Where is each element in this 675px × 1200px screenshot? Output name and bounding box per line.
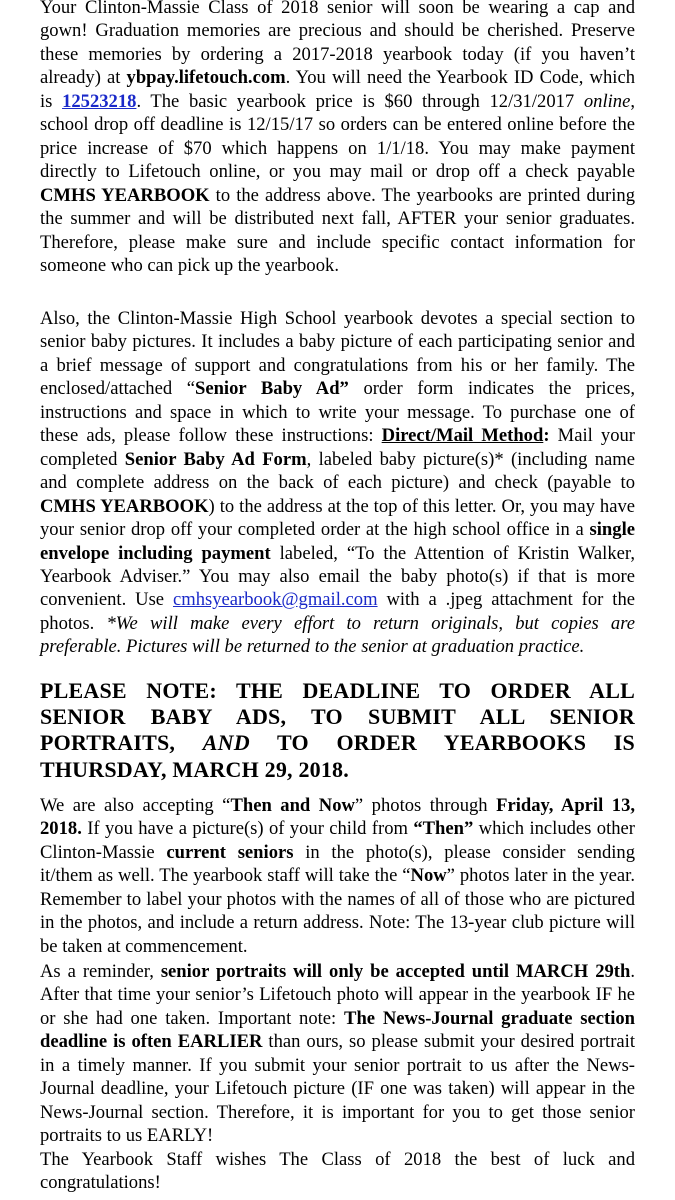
payable-text: CMHS YEARBOOK: [40, 495, 209, 517]
body-text: We are also accepting “: [40, 795, 231, 816]
method-text: Direct/Mail Method: [381, 425, 544, 447]
body-text: in the photo(s), please consider sending it/them as well. The yearbook staff will take the “: [40, 841, 636, 887]
deadline-notice: [40, 678, 635, 783]
deadline-text: PLEASE NOTE: THE DEADLINE TO ORDER ALL SENIOR BABY ADS, TO SUBMIT ALL SENIOR PORTRAITS,: [40, 678, 635, 756]
body-text: . You will need the Yearbook ID Code, which is: [40, 67, 636, 112]
envelope-text: single envelope including payment: [40, 519, 635, 564]
deadline-text: TO ORDER YEARBOOKS IS THURSDAY, MARCH 29, 2018.: [40, 730, 635, 782]
baby-ad-paragraph: [40, 307, 635, 659]
return-originals-note: *We will make every effort to return originals, but copies are preferable. Pictures will be returned to the senior at graduation practice.: [40, 612, 635, 658]
body-text: , school drop off deadline is 12/15/17 so orders can be entered online before the price increase of $70 which happens on 1/1/18. You may make payment directly to Lifetouch online, or you may mail or drop off a check payable: [40, 90, 635, 183]
body-text: If you have a picture(s) of your child from: [81, 818, 414, 840]
then-text: “Then”: [413, 818, 474, 840]
body-text: ” photos later in the year. Remember to label your photos with the names of all of those who are pictured in the photos, and include a return address. Note: The 13-year club picture will be taken at commencement.: [40, 865, 635, 957]
payable-text: CMHS YEARBOOK: [40, 184, 210, 206]
body-text: ” photos through: [354, 795, 497, 816]
body-text: than ours, so please submit your desired portrait in a timely manner. If you submit your senior portrait to us after the News-Journal deadline, your Lifetouch picture (IF one was taken) will appear in the News-Journal section. Therefore, it is important for you to get those senior portraits to us EARLY!: [40, 1031, 635, 1147]
yearbook-id-link[interactable]: 12523218: [62, 90, 137, 112]
then-now-text: Then and Now: [230, 795, 355, 816]
body-text: order form indicates the prices, instructions and space in which to write your message. To purchase one of these ads, please follow these instructions:: [40, 378, 635, 447]
yearbook-order-paragraph: [40, 0, 635, 277]
body-text: . After that time your senior’s Lifetouch photo will appear in the yearbook IF he or she had one taken. Important note:: [40, 961, 635, 1029]
ad-name-text: Senior Baby Ad”: [195, 378, 349, 400]
body-text: to the address above. The yearbooks are printed during the summer and will be distributed next fall, AFTER your senior graduates. Therefore, please make sure and include specific contact information for someone who can pick up the yearbook.: [40, 184, 635, 276]
portraits-deadline-text: senior portraits will only be accepted until MARCH 29th: [160, 961, 631, 982]
body-text: which includes other Clinton-Massie: [40, 818, 635, 863]
body-text: , labeled baby picture(s)* (including name and complete address on the back of each picture) and check (payable to: [40, 448, 636, 494]
body-text: ) to the address at the top of this letter. Or, you may have your senior drop off your completed order at the high school office in a: [40, 495, 635, 541]
closing-text: The Yearbook Staff wishes The Class of 2018 the best of luck and congratulations!: [40, 1149, 635, 1194]
body-text: with a .jpeg attachment for the photos.: [40, 589, 635, 634]
body-text: labeled, “To the Attention of Kristin Walker, Yearbook Adviser.” You may also email the baby photo(s) if that is more convenient. Use: [40, 542, 635, 611]
body-text: As a reminder,: [40, 961, 161, 982]
now-text: Now: [410, 865, 447, 887]
body-text: Your Clinton-Massie Class of 2018 senior will soon be wearing a cap and gown! Graduation memories are precious and should be cherished. Preserve these memories by ordering a 2017-2018 yearbook today (if you haven’t already) at: [40, 0, 635, 89]
email-link[interactable]: cmhsyearbook@gmail.com: [172, 589, 378, 611]
news-journal-text: The News-Journal graduate section deadline is often EARLIER: [40, 1007, 636, 1053]
date-text: Friday, April 13, 2018.: [40, 795, 636, 840]
senior-portraits-paragraph: [40, 960, 635, 1148]
body-text: Mail your completed: [40, 425, 635, 470]
colon-text: :: [543, 425, 550, 447]
closing-paragraph: [40, 1148, 635, 1195]
website-text: ybpay.lifetouch.com: [126, 67, 286, 89]
form-name-text: Senior Baby Ad Form: [124, 448, 307, 470]
body-text: Also, the Clinton-Massie High School yearbook devotes a special section to senior baby pictures. It includes a baby picture of each participating senior and a brief message of support and congratulations from his or her family. The enclosed/attached “: [40, 308, 635, 400]
then-and-now-paragraph: [40, 794, 635, 958]
body-text: . The basic yearbook price is $60 through 12/31/2017: [136, 90, 584, 112]
online-text: online: [583, 90, 631, 112]
deadline-and-text: AND: [202, 730, 250, 756]
current-seniors-text: current seniors: [166, 841, 294, 863]
